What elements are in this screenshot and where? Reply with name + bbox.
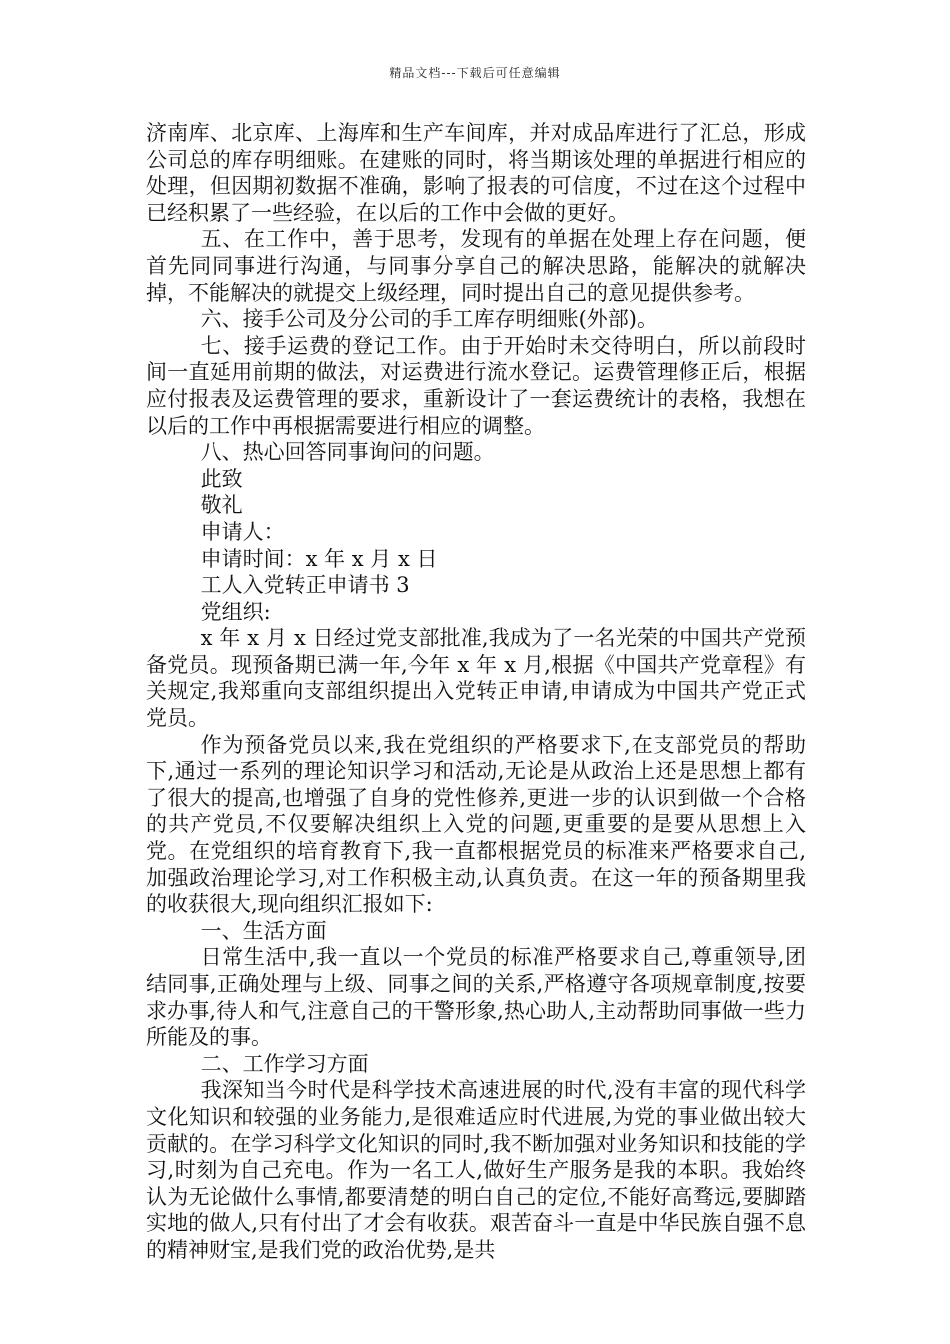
paragraph: 我深知当今时代是科学技术高速进展的时代,没有丰富的现代科学文化知识和较强的业务能力,是很难适应时代进展,为党的事业做出较大贡献的。在学习科学文化知识的同时,我不断加强对业务知识和技能的学习,时刻为自己充电。作为一名工人,做好生产服务是我的本职。我始终认为无论做什么事情,都要清楚的明白自己的定位,不能好高骛远,要脚踏实地的做人,只有付出了才会有收获。艰苦奋斗一直是中华民族自强不息的精神财宝,是我们党的政治优势,是共 [146, 1078, 806, 1262]
paragraph: 日常生活中,我一直以一个党员的标准严格要求自己,尊重领导,团结同事,正确处理与上级、同事之间的关系,严格遵守各项规章制度,按要求办事,待人和气,注意自己的干警形象,热心助人,主动帮助同事做一些力所能及的事。 [146, 945, 806, 1050]
section-title: 工人入党转正申请书 3 [200, 573, 410, 598]
paragraph: 济南库、北京库、上海库和生产车间库，并对成品库进行了汇总，形成公司总的库存明细账。在建账的同时，将当期该处理的单据进行相应的处理，但因期初数据不准确，影响了报表的可信度，不过在这个过程中已经积累了一些经验，在以后的工作中会做的更好。 [146, 121, 806, 225]
applicant-line: 申请人： [200, 519, 285, 544]
document-body [146, 120, 806, 1264]
paragraph: x 年 x 月 x 日经过党支部批准,我成为了一名光荣的中国共产党预备党员。现预备期已满一年,今年 x 年 x 月,根据《中国共产党章程》有关规定,我郑重向支部组织提出入党转正申请,申请成为中国共产党正式党员。 [146, 626, 806, 731]
paragraph: 作为预备党员以来,我在党组织的严格要求下,在支部党员的帮助下,通过一系列的理论知识学习和活动,无论是从政治上还是思想上都有了很大的提高,也增强了自身的党性修养,更进一步的认识到做一个合格的共产党员,不仅要解决组织上入党的问题,更重要的是要从思想上入党。在党组织的培育教育下,我一直都根据党员的标准来严格要求自己,加强政治理论学习,对工作积极主动,认真负责。在这一年的预备期里我的收获很大,现向组织汇报如下: [146, 732, 806, 917]
salutation-line: 敬礼 [200, 493, 243, 518]
subheading: 二、工作学习方面 [200, 1051, 369, 1076]
date-line: 申请时间：x 年 x 月 x 日 [200, 546, 438, 571]
paragraph: 五、在工作中，善于思考，发现有的单据在处理上存在问题，便首先同同事进行沟通，与同事分享自己的解决思路，能解决的就解决掉，不能解决的就提交上级经理，同时提出自己的意见提供参考。 [146, 227, 806, 305]
closing-line: 此致 [200, 466, 243, 491]
paragraph: 六、接手公司及分公司的手工库存明细账(外部)。 [200, 307, 658, 332]
subheading: 一、生活方面 [200, 918, 327, 943]
recipient-line: 党组织: [200, 599, 271, 624]
paragraph: 七、接手运费的登记工作。由于开始时未交待明白，所以前段时间一直延用前期的做法，对运费进行流水登记。运费管理修正后，根据应付报表及运费管理的要求，重新设计了一套运费统计的表格，我想在以后的工作中再根据需要进行相应的调整。 [146, 333, 806, 438]
paragraph: 八、热心回答同事询问的问题。 [200, 440, 495, 465]
page-header: 精品文档---下载后可任意编辑 [389, 66, 561, 80]
